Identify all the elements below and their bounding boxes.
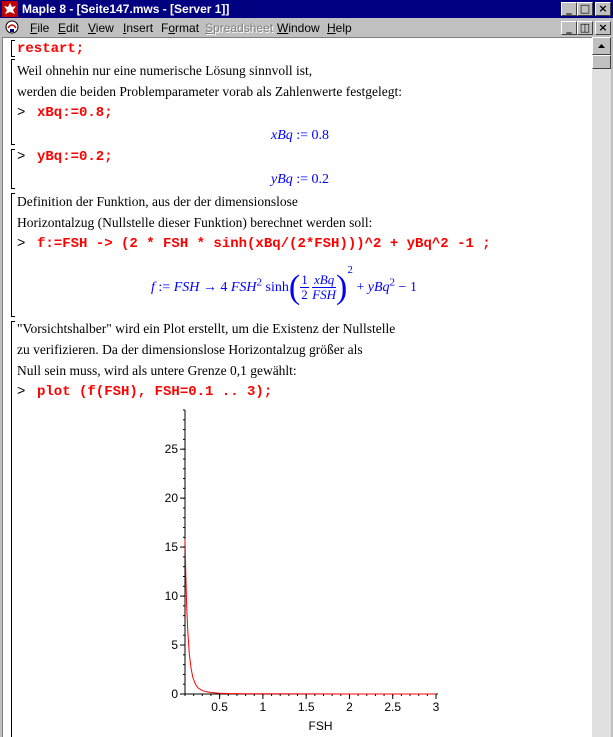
scroll-up-button[interactable] xyxy=(592,37,611,55)
document-icon[interactable] xyxy=(4,20,20,35)
input-xbq[interactable]: xBq:=0.8; xyxy=(37,105,113,121)
doc-restore-button[interactable]: ◫ xyxy=(577,21,593,35)
plot-region[interactable] xyxy=(3,38,591,737)
y-tick-label: 15 xyxy=(164,540,178,555)
y-tick-label: 5 xyxy=(171,638,178,653)
menu-spreadsheet: Spreadsheet xyxy=(205,21,274,35)
input-restart[interactable]: restart; xyxy=(17,41,85,57)
x-axis-label: FSH xyxy=(308,719,333,733)
y-tick-label: 0 xyxy=(171,687,178,701)
maximize-button[interactable]: □ xyxy=(577,2,593,16)
menu-view[interactable]: View xyxy=(88,21,114,35)
y-tick-label: 25 xyxy=(164,442,178,457)
text-line: Null sein muss, wird als untere Grenze 0,1 gewählt: xyxy=(17,363,297,378)
x-tick-label: 2.5 xyxy=(384,700,402,714)
output-function-f: f := FSH → 4 FSH$^2$ sinh( $\frac{1}{2}$ $\frac{\text{xBq}}{\text{FSH}}$ )$^2$ + yBq$^2$ − 1 xyxy=(151,264,417,306)
y-tick-label: 20 xyxy=(164,491,178,506)
input-ybq[interactable]: yBq:=0.2; xyxy=(37,149,113,165)
text-line: Horizontalzug (Nullstelle dieser Funktion) berechnet werden soll: xyxy=(17,215,373,230)
x-tick-label: 3 xyxy=(432,700,440,714)
x-tick-label: 1 xyxy=(259,700,267,714)
prompt: > xyxy=(17,384,26,400)
text-line: "Vorsichtshalber" wird ein Plot erstellt, um die Existenz der Nullstelle xyxy=(17,321,396,336)
window-title: Maple 8 - [Seite147.mws - [Server 1]] xyxy=(22,2,230,16)
menu-bar xyxy=(0,18,613,37)
prompt: > xyxy=(17,149,26,165)
prompt: > xyxy=(17,105,26,121)
arrow-up-icon xyxy=(593,38,610,54)
text-line: Weil ohnehin nur eine numerische Lösung sinnvoll ist, xyxy=(17,63,313,78)
menu-edit[interactable]: Edit xyxy=(58,21,79,35)
output-ybq: yBq := 0.2 xyxy=(271,172,330,187)
x-tick-label: 1.5 xyxy=(297,700,315,714)
vertical-scrollbar[interactable] xyxy=(592,37,611,737)
doc-close-button[interactable]: × xyxy=(595,21,611,35)
y-tick-label: 10 xyxy=(164,589,178,604)
close-button[interactable]: × xyxy=(595,2,611,16)
menu-window[interactable]: Window xyxy=(277,21,320,35)
menu-help[interactable]: Help xyxy=(327,21,352,35)
title-bar xyxy=(0,0,613,18)
minimize-button[interactable]: _ xyxy=(561,2,577,16)
x-tick-label: 2 xyxy=(346,700,353,714)
maple-leaf-icon[interactable] xyxy=(2,1,18,17)
series-line xyxy=(185,539,436,694)
menu-file[interactable]: File xyxy=(30,21,50,35)
text-line: Definition der Funktion, aus der der dimensionslose xyxy=(17,194,298,209)
menu-insert[interactable]: Insert xyxy=(123,21,154,35)
input-function-f[interactable]: f:=FSH -> (2 * FSH * sinh(xBq/(2*FSH)))^2 + yBq^2 -1 ; xyxy=(37,236,491,252)
doc-minimize-button[interactable]: _ xyxy=(561,21,577,35)
input-plot[interactable]: plot (f(FSH), FSH=0.1 .. 3); xyxy=(37,384,273,400)
worksheet[interactable] xyxy=(2,37,592,737)
menu-format[interactable]: Format xyxy=(161,21,200,35)
text-line: werden die beiden Problemparameter vorab als Zahlenwerte festgelegt: xyxy=(17,84,402,99)
scroll-thumb[interactable] xyxy=(592,55,611,69)
prompt: > xyxy=(17,236,26,252)
text-line: zu verifizieren. Da der dimensionslose Horizontalzug größer als xyxy=(17,342,363,357)
x-tick-label: 0.5 xyxy=(211,700,228,714)
output-xbq: xBq := 0.8 xyxy=(271,128,330,143)
